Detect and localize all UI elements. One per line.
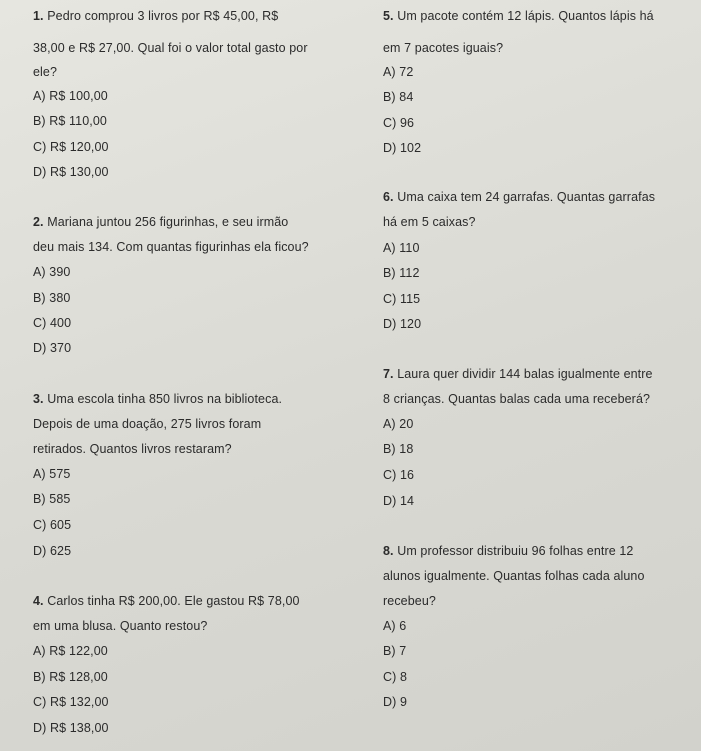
question-4-text-line — [33, 593, 300, 609]
question-text: alunos igualmente. Quantas folhas cada aluno — [383, 569, 645, 583]
question-number: 4. — [33, 594, 44, 608]
question-1-text-line — [33, 40, 308, 56]
question-number: 3. — [33, 392, 44, 406]
question-2-text-line — [33, 214, 288, 230]
question-text: 8 crianças. Quantas balas cada uma receberá? — [383, 392, 651, 406]
answer-option[interactable]: B) R$ 110,00 — [33, 114, 107, 128]
question-text: há em 5 caixas? — [383, 215, 476, 229]
answer-option[interactable]: D) 370 — [33, 341, 72, 355]
question-text: Um professor distribuiu 96 folhas entre 12 — [397, 544, 634, 558]
answer-option[interactable]: A) 6 — [383, 619, 407, 633]
question-text: recebeu? — [383, 594, 436, 608]
answer-option[interactable]: A) 575 — [33, 467, 71, 481]
answer-option[interactable]: D) 9 — [383, 695, 408, 709]
answer-option[interactable]: B) 585 — [33, 492, 71, 506]
answer-option[interactable]: C) 115 — [383, 292, 421, 306]
question-8-text-line — [383, 593, 436, 609]
answer-option[interactable]: D) 14 — [383, 494, 415, 508]
question-number: 8. — [383, 544, 394, 558]
answer-option[interactable]: C) 605 — [33, 518, 72, 532]
question-text: 38,00 e R$ 27,00. Qual foi o valor total gasto por — [33, 41, 308, 55]
question-6-text-line — [383, 214, 476, 230]
question-text: deu mais 134. Com quantas figurinhas ela ficou? — [33, 240, 309, 254]
answer-option[interactable]: D) 120 — [383, 317, 422, 331]
question-8-text-line — [383, 543, 633, 559]
answer-option[interactable]: B) 7 — [383, 644, 407, 658]
question-number: 1. — [33, 9, 44, 23]
answer-option[interactable]: B) 112 — [383, 266, 420, 280]
question-text: Laura quer dividir 144 balas igualmente entre — [397, 367, 653, 381]
question-text: retirados. Quantos livros restaram? — [33, 442, 232, 456]
question-5-text-line — [383, 40, 503, 56]
answer-option[interactable]: C) 8 — [383, 670, 408, 684]
question-text: Mariana juntou 256 figurinhas, e seu irmão — [47, 215, 289, 229]
question-3-text-line — [33, 416, 261, 432]
answer-option[interactable]: D) 625 — [33, 544, 72, 558]
answer-option[interactable]: D) R$ 130,00 — [33, 165, 109, 179]
answer-option[interactable]: A) R$ 122,00 — [33, 644, 108, 658]
question-2-text-line — [33, 239, 309, 255]
question-3-text-line — [33, 391, 282, 407]
question-text: Um pacote contém 12 lápis. Quantos lápis há — [397, 9, 654, 23]
answer-option[interactable]: A) 20 — [383, 417, 414, 431]
question-text: em uma blusa. Quanto restou? — [33, 619, 208, 633]
question-7-text-line — [383, 391, 650, 407]
question-6-text-line — [383, 189, 655, 205]
question-number: 6. — [383, 190, 394, 204]
question-number: 5. — [383, 9, 394, 23]
answer-option[interactable]: A) 72 — [383, 65, 414, 79]
answer-option[interactable]: A) R$ 100,00 — [33, 89, 108, 103]
question-text: Carlos tinha R$ 200,00. Ele gastou R$ 78,00 — [47, 594, 300, 608]
answer-option[interactable]: C) 16 — [383, 468, 415, 482]
answer-option[interactable]: A) 390 — [33, 265, 71, 279]
question-3-text-line — [33, 441, 232, 457]
answer-option[interactable]: A) 110 — [383, 241, 420, 255]
question-1-text-line — [33, 8, 278, 24]
question-text: Uma escola tinha 850 livros na biblioteca. — [47, 392, 283, 406]
question-text: Depois de uma doação, 275 livros foram — [33, 417, 262, 431]
question-text: Uma caixa tem 24 garrafas. Quantas garrafas — [397, 190, 656, 204]
answer-option[interactable]: C) R$ 132,00 — [33, 695, 109, 709]
question-text: em 7 pacotes iguais? — [383, 41, 504, 55]
question-1-text-line — [33, 64, 57, 80]
answer-option[interactable]: D) R$ 138,00 — [33, 721, 109, 735]
question-text: Pedro comprou 3 livros por R$ 45,00, R$ — [47, 9, 279, 23]
question-7-text-line — [383, 366, 653, 382]
answer-option[interactable]: D) 102 — [383, 141, 422, 155]
question-8-text-line — [383, 568, 645, 584]
answer-option[interactable]: B) 380 — [33, 291, 71, 305]
answer-option[interactable]: C) 96 — [383, 116, 415, 130]
answer-option[interactable]: B) 84 — [383, 90, 414, 104]
answer-option[interactable]: B) 18 — [383, 442, 414, 456]
question-4-text-line — [33, 618, 207, 634]
question-text: ele? — [33, 65, 58, 79]
question-number: 7. — [383, 367, 394, 381]
question-5-text-line — [383, 8, 654, 24]
answer-option[interactable]: C) R$ 120,00 — [33, 140, 109, 154]
question-number: 2. — [33, 215, 44, 229]
answer-option[interactable]: B) R$ 128,00 — [33, 670, 108, 684]
answer-option[interactable]: C) 400 — [33, 316, 72, 330]
